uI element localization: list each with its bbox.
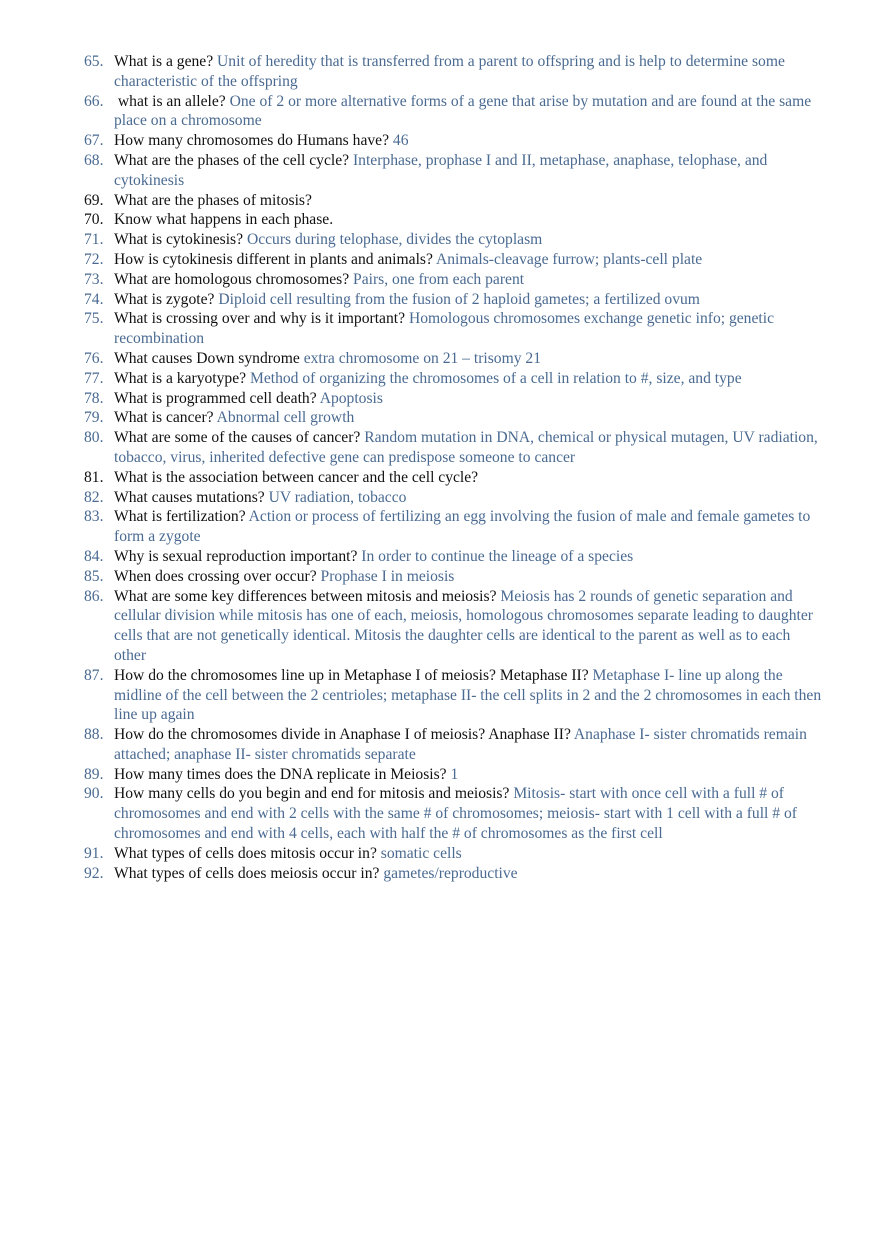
list-item	[84, 725, 824, 765]
answer-text: Interphase, prophase I and II, metaphase, anaphase, telophase, and cytokinesis	[114, 151, 768, 189]
item-number: 76.	[84, 349, 104, 367]
question-text: What are homologous chromosomes?	[114, 270, 354, 288]
list-item	[84, 230, 824, 250]
item-number: 81.	[84, 468, 104, 486]
answer-text: 1	[450, 765, 459, 783]
item-number: 77.	[84, 369, 104, 387]
answer-text: Meiosis has 2 rounds of genetic separation and cellular division while mitosis has one of each, meiosis, homologous chromosomes separate leading to daughter cells that are not genetically identical. Mitosis the daughter cells are identical to the parent as well as to each other	[114, 587, 813, 664]
question-text: How many times does the DNA replicate in Meiosis?	[114, 765, 451, 783]
list-item	[84, 151, 824, 191]
list-item	[84, 587, 824, 666]
item-number: 74.	[84, 290, 104, 308]
item-number: 84.	[84, 547, 104, 565]
question-text: How do the chromosomes divide in Anaphase I of meiosis? Anaphase II?	[114, 726, 574, 744]
item-number: 67.	[84, 132, 104, 150]
list-item	[84, 52, 824, 92]
answer-text: Random mutation in DNA, chemical or physical mutagen, UV radiation, tobacco, virus, inherited defective gene can predispose someone to cancer	[114, 429, 818, 466]
list-item	[84, 408, 824, 428]
question-text: What is a karyotype?	[114, 369, 250, 387]
answer-text: Homologous chromosomes exchange genetic info; genetic recombination	[114, 310, 774, 348]
list-item	[84, 784, 824, 843]
question-text: What are some key differences between mitosis and meiosis?	[114, 587, 501, 605]
item-number: 89.	[84, 765, 104, 783]
question-text: How many chromosomes do Humans have?	[114, 132, 393, 150]
answer-text: 46	[392, 132, 409, 150]
item-number: 72.	[84, 250, 104, 268]
list-item	[84, 864, 824, 884]
list-item	[84, 488, 824, 508]
item-number: 83.	[84, 508, 104, 526]
question-text: What is a gene?	[114, 53, 218, 70]
list-item	[84, 349, 824, 369]
item-number: 65.	[84, 53, 104, 70]
list-item	[84, 369, 824, 389]
list-item	[84, 428, 824, 468]
question-answer-list	[84, 52, 824, 883]
answer-text: UV radiation, tobacco	[268, 488, 407, 506]
item-number: 69.	[84, 191, 104, 209]
answer-text: Pairs, one from each parent	[353, 270, 525, 288]
answer-text: Animals-cleavage furrow; plants-cell plate	[435, 250, 703, 268]
item-number: 68.	[84, 151, 104, 169]
list-item	[84, 290, 824, 310]
item-number: 78.	[84, 389, 104, 407]
item-number: 85.	[84, 567, 104, 585]
question-text: What are the phases of the cell cycle?	[114, 151, 353, 169]
question-text: what is an allele?	[114, 92, 230, 110]
item-number: 75.	[84, 310, 104, 328]
list-item	[84, 309, 824, 349]
question-text: What is fertilization?	[114, 508, 249, 526]
item-number: 82.	[84, 488, 104, 506]
item-number: 87.	[84, 666, 104, 684]
question-text: What is programmed cell death?	[114, 389, 320, 407]
item-number: 90.	[84, 785, 104, 803]
list-item	[84, 507, 824, 547]
question-text: When does crossing over occur?	[114, 567, 321, 585]
item-number: 92.	[84, 864, 104, 882]
list-item	[84, 468, 824, 488]
answer-text: Apoptosis	[319, 389, 383, 407]
question-text: What are some of the causes of cancer?	[114, 429, 365, 447]
item-number: 91.	[84, 844, 104, 862]
question-text: How is cytokinesis different in plants and animals?	[114, 250, 436, 268]
list-item	[84, 131, 824, 151]
question-text: How many cells do you begin and end for mitosis and meiosis?	[114, 785, 514, 803]
answer-text: Method of organizing the chromosomes of a cell in relation to #, size, and type	[249, 369, 742, 387]
list-item	[84, 844, 824, 864]
question-text: What is zygote?	[114, 290, 219, 308]
answer-text: gametes/reproductive	[383, 864, 518, 882]
answer-text: One of 2 or more alternative forms of a gene that arise by mutation and are found at the same place on a chromosome	[114, 92, 812, 130]
list-item	[84, 666, 824, 725]
list-item	[84, 547, 824, 567]
answer-text: extra chromosome on 21 – trisomy 21	[303, 349, 542, 367]
list-item	[84, 92, 824, 132]
list-item	[84, 270, 824, 290]
list-item	[84, 567, 824, 587]
answer-text: In order to continue the lineage of a species	[361, 547, 634, 565]
question-text: What is the association between cancer and the cell cycle?	[114, 468, 479, 486]
question-text: What are the phases of mitosis?	[114, 191, 312, 209]
answer-text: Diploid cell resulting from the fusion of 2 haploid gametes; a fertilized ovum	[218, 290, 700, 308]
item-number: 88.	[84, 726, 104, 744]
list-item	[84, 191, 824, 211]
item-number: 80.	[84, 429, 104, 447]
item-number: 71.	[84, 231, 104, 249]
question-text: What causes mutations?	[114, 488, 269, 506]
item-number: 86.	[84, 587, 104, 605]
question-text: What causes Down syndrome	[114, 349, 304, 367]
answer-text: Metaphase I- line up along the midline of the cell between the 2 centrioles; metaphase II- the cell splits in 2 and the 2 chromosomes in each then line up again	[114, 666, 822, 724]
answer-text: Prophase I in meiosis	[320, 567, 455, 585]
list-item	[84, 250, 824, 270]
list-item	[84, 389, 824, 409]
question-text: How do the chromosomes line up in Metaphase I of meiosis? Metaphase II?	[114, 666, 593, 684]
question-text: Why is sexual reproduction important?	[114, 547, 362, 565]
question-text: What is cancer?	[114, 409, 217, 427]
item-number: 73.	[84, 270, 104, 288]
answer-text: Occurs during telophase, divides the cytoplasm	[246, 231, 543, 249]
item-number: 70.	[84, 211, 104, 229]
item-number: 79.	[84, 409, 104, 427]
question-text: What is crossing over and why is it important?	[114, 310, 409, 328]
question-text: Know what happens in each phase.	[114, 211, 334, 229]
list-item	[84, 765, 824, 785]
answer-text: somatic cells	[380, 844, 462, 862]
answer-text: Action or process of fertilizing an egg involving the fusion of male and female gametes to form a zygote	[114, 508, 811, 546]
answer-text: Abnormal cell growth	[216, 409, 355, 427]
answer-text: Unit of heredity that is transferred from a parent to offspring and is help to determine some characteristic of the offspring	[114, 53, 785, 90]
list-item	[84, 210, 824, 230]
question-text: What types of cells does mitosis occur in?	[114, 844, 381, 862]
question-text: What types of cells does meiosis occur in?	[114, 864, 384, 882]
answer-text: Anaphase I- sister chromatids remain attached; anaphase II- sister chromatids separate	[114, 726, 807, 763]
answer-text: Mitosis- start with once cell with a full # of chromosomes and end with 2 cells with the same # of chromosomes; meiosis- start with 1 cell with a full # of chromosomes and end with 4 cells, each with half the # of chromosomes as the first cell	[114, 785, 797, 843]
item-number: 66.	[84, 92, 104, 110]
question-text: What is cytokinesis?	[114, 231, 247, 249]
